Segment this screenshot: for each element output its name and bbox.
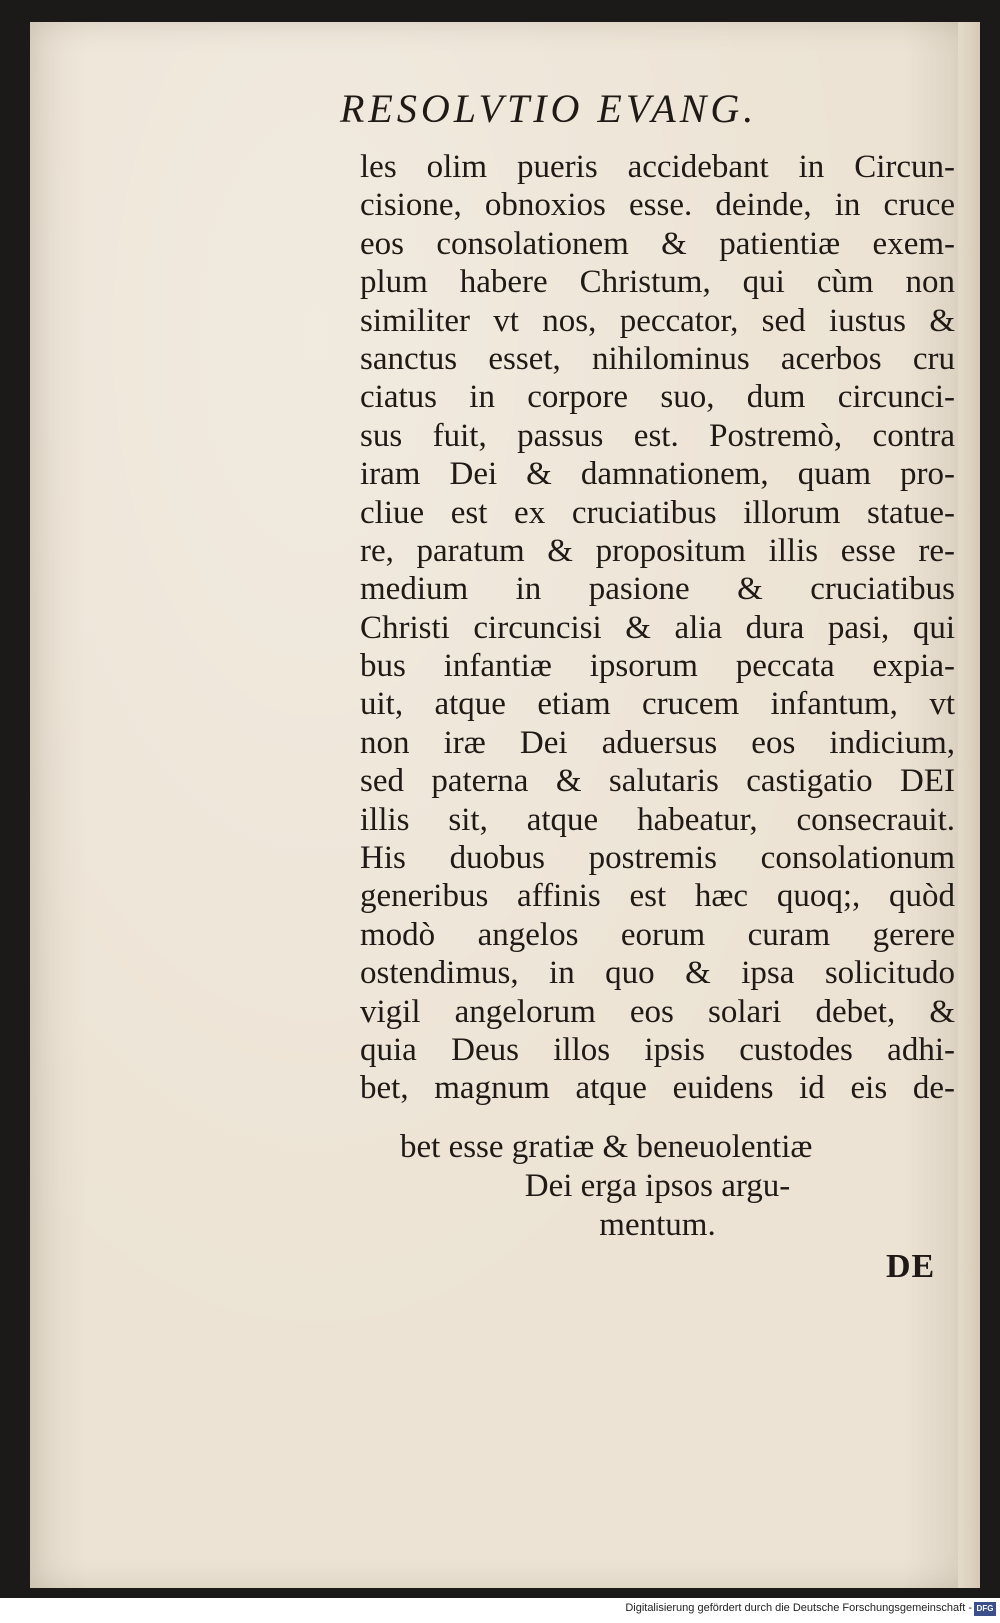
tail-line: Dei erga ipsos argu- <box>524 1168 791 1204</box>
text-line: illis sit, atque habeatur, consecrauit. <box>360 801 955 838</box>
text-line: modò angelos eorum curam gerere <box>360 916 955 953</box>
footer-credit: Digitalisierung gefördert durch die Deutsche Forschungsgemeinschaft - <box>625 1602 972 1614</box>
tail-line: bet esse gratiæ & beneuolentiæ <box>400 1129 813 1165</box>
text-line: re, paratum & propositum illis esse re- <box>360 532 955 569</box>
text-line: ciatus in corpore suo, dum circunci- <box>360 379 955 416</box>
text-line: His duobus postremis consolationum <box>360 840 955 877</box>
footer-bar <box>0 1598 1000 1623</box>
text-line: ostendimus, in quo & ipsa solicitudo <box>360 955 955 992</box>
text-line: non iræ Dei aduersus eos indicium, <box>360 724 955 761</box>
text-line: quia Deus illos ipsis custodes adhi- <box>360 1031 955 1068</box>
text-line: uit, atque etiam crucem infantum, vt <box>360 686 955 723</box>
text-line: vigil angelorum eos solari debet, & <box>360 993 955 1030</box>
body-text <box>360 148 955 1108</box>
dfg-logo-icon: DFG <box>974 1602 996 1616</box>
text-line: sanctus esset, nihilominus acerbos cru <box>360 340 955 377</box>
text-line: les olim pueris accidebant in Circun- <box>360 149 955 185</box>
text-line: bus infantiæ ipsorum peccata expia- <box>360 648 955 685</box>
text-line: generibus affinis est hæc quoq;, quòd <box>360 878 955 915</box>
text-line: Christi circuncisi & alia dura pasi, qui <box>360 609 955 646</box>
text-line: eos consolationem & patientiæ exem- <box>360 225 955 262</box>
running-head: RESOLVTIO EVANG. <box>340 86 758 131</box>
text-line: bet, magnum atque euidens id eis de- <box>360 1070 955 1107</box>
text-line: plum habere Christum, qui cùm non <box>360 264 955 301</box>
tail-line: mentum. <box>599 1207 716 1243</box>
page-edge <box>958 22 980 1588</box>
text-line: iram Dei & damnationem, quam pro- <box>360 456 955 493</box>
catchword: DE <box>886 1248 936 1285</box>
text-line: cliue est ex cruciatibus illorum statue- <box>360 494 955 531</box>
text-line: sus fuit, passus est. Postremò, contra <box>360 417 955 454</box>
text-line: medium in pasione & cruciatibus <box>360 571 955 608</box>
text-line: similiter vt nos, peccator, sed iustus & <box>360 302 955 339</box>
text-line: cisione, obnoxios esse. deinde, in cruce <box>360 187 955 224</box>
text-line: sed paterna & salutaris castigatio DEI <box>360 763 955 800</box>
